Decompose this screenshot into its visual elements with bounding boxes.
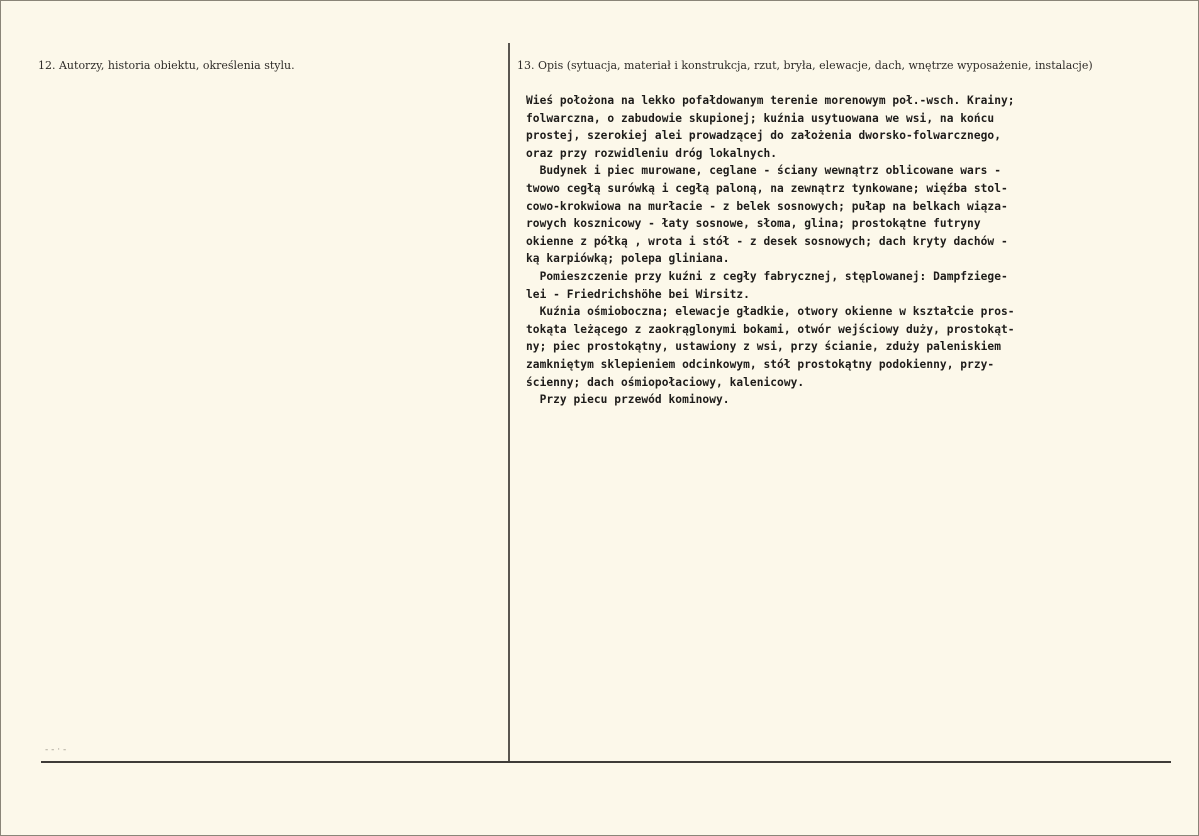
- description-line: ścienny; dach ośmiopołaciowy, kalenicowy.: [526, 375, 805, 389]
- description-line: folwarczna, o zabudowie skupionej; kuźnia usytuowana we wsi, na końcu: [526, 111, 995, 125]
- stray-mark: - - · -: [45, 745, 67, 755]
- description-line: oraz przy rozwidleniu dróg lokalnych.: [526, 146, 778, 160]
- description-line: cowo-krokwiowa na murłacie - z belek sosnowych; pułap na belkach wiąza-: [526, 199, 1008, 213]
- description-line: Przy piecu przewód kominowy.: [526, 393, 730, 407]
- description-line: ką karpiówką; polepa gliniana.: [526, 252, 730, 266]
- description-line: Kuźnia ośmioboczna; elewacje gładkie, otwory okienne w kształcie pros-: [526, 305, 1015, 319]
- description-text: [526, 92, 1126, 409]
- column-divider: [508, 43, 510, 761]
- description-line: lei - Friedrichshöhe bei Wirsitz.: [526, 287, 750, 301]
- description-line: Budynek i piec murowane, ceglane - ściany wewnątrz oblicowane wars -: [526, 164, 1001, 178]
- description-line: okienne z półką , wrota i stół - z desek sosnowych; dach kryty dachów -: [526, 234, 1008, 248]
- description-line: prostej, szerokiej alei prowadzącej do założenia dworsko-folwarcznego,: [526, 129, 1001, 143]
- description-line: twowo cegłą surówką i cegłą paloną, na zewnątrz tynkowane; więźba stol-: [526, 181, 1008, 195]
- description-line: rowych kosznicowy - łaty sosnowe, słoma, glina; prostokątne futryny: [526, 217, 981, 231]
- bottom-rule: [41, 761, 1171, 763]
- field-12-label: 12. Autorzy, historia obiektu, określenia stylu.: [38, 59, 295, 72]
- description-line: zamkniętym sklepieniem odcinkowym, stół prostokątny podokienny, przy-: [526, 357, 995, 371]
- field-13-label: 13. Opis (sytuacja, materiał i konstrukcja, rzut, bryła, elewacje, dach, wnętrze wyposażenie, instalacje): [517, 59, 1093, 72]
- description-line: Wieś położona na lekko pofałdowanym terenie morenowym poł.-wsch. Krainy;: [526, 94, 1015, 107]
- description-line: ny; piec prostokątny, ustawiony z wsi, przy ścianie, zduży paleniskiem: [526, 340, 1001, 354]
- description-line: tokąta leżącego z zaokrąglonymi bokami, otwór wejściowy duży, prostokąt-: [526, 322, 1015, 336]
- description-line: Pomieszczenie przy kuźni z cegły fabrycznej, stęplowanej: Dampfziege-: [526, 269, 1008, 283]
